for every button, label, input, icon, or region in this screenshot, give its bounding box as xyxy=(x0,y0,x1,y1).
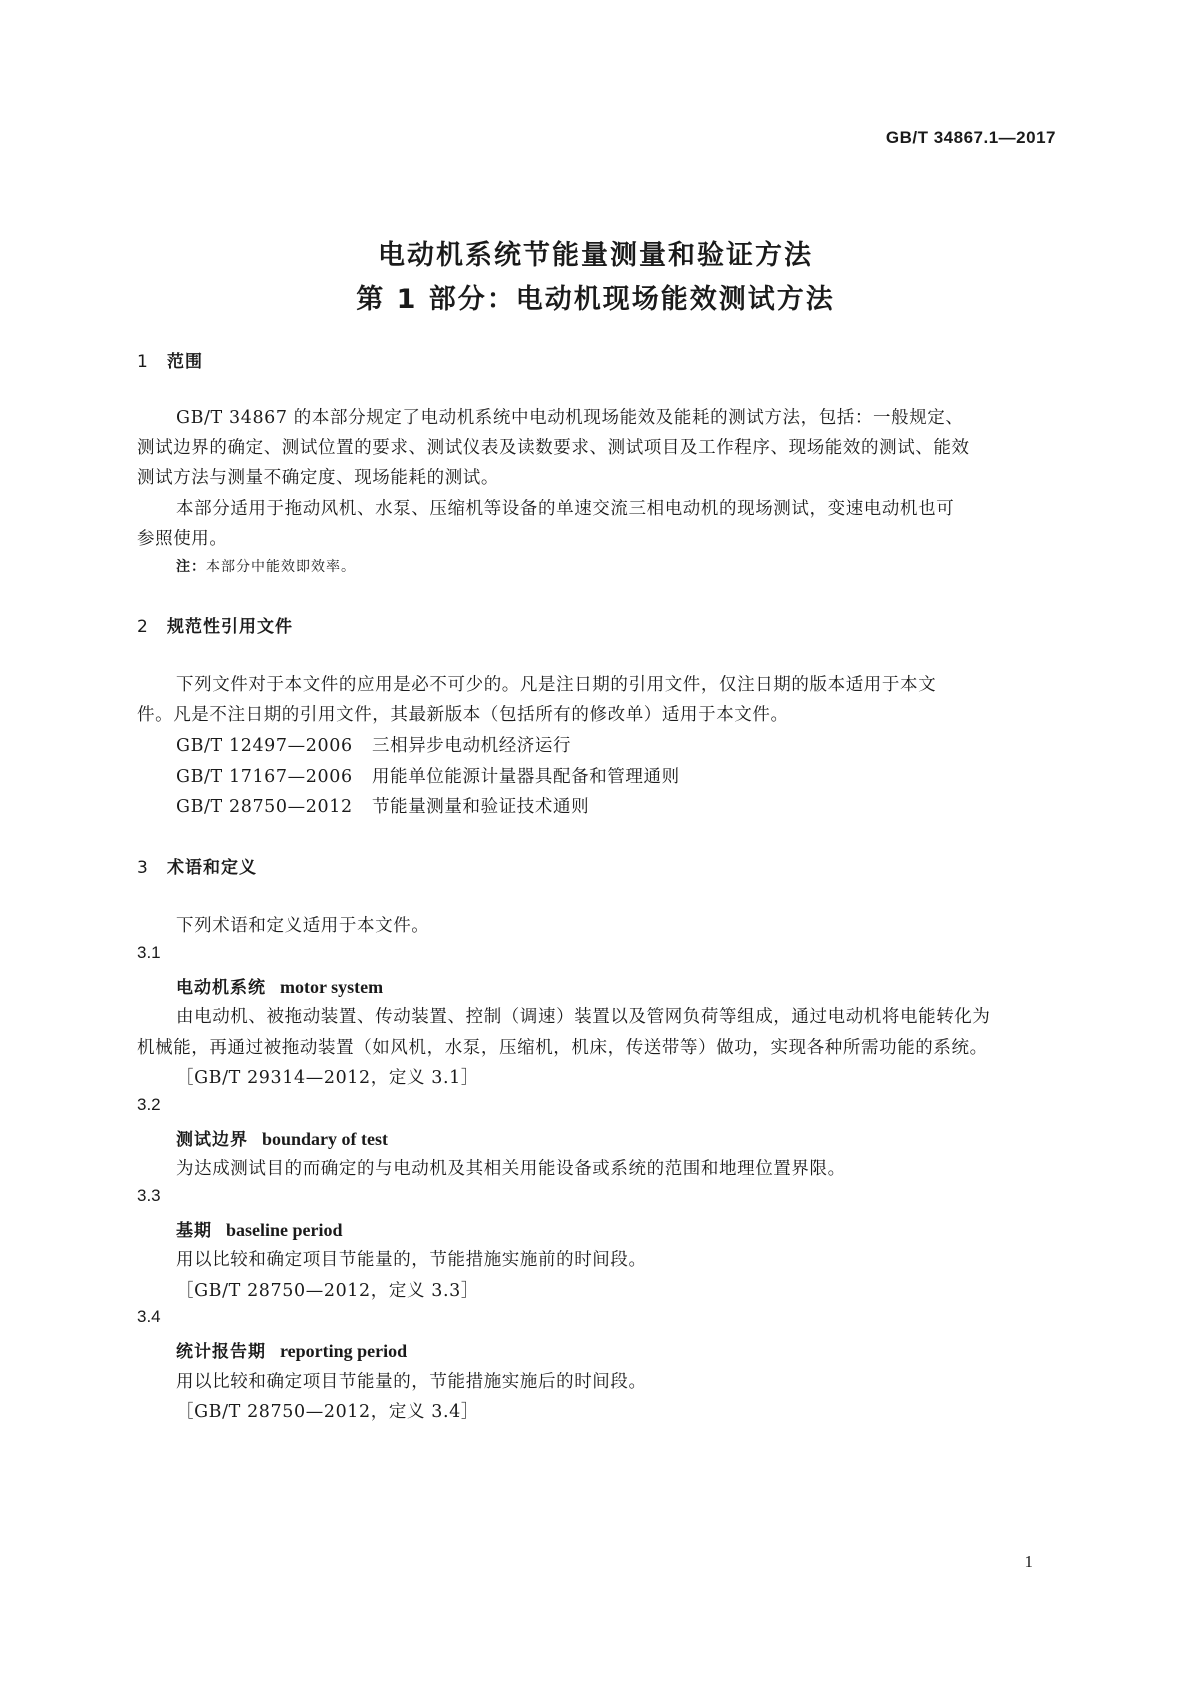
section-title: 范围 xyxy=(167,352,203,372)
section-title: 术语和定义 xyxy=(167,858,257,878)
note-label: 注： xyxy=(176,559,206,575)
reference-entry xyxy=(176,732,571,757)
term-heading xyxy=(176,1337,407,1362)
reference-code: GB/T 28750—2012 xyxy=(176,797,353,817)
clause-number: 3.2 xyxy=(137,1095,161,1114)
term-english: motor system xyxy=(280,977,384,997)
term-chinese: 电动机系统 xyxy=(176,978,266,998)
paragraph-line: GB/T 34867 的本部分规定了电动机系统中电动机现场能效及能耗的测试方法，包括：一般规定、 xyxy=(176,408,964,428)
reference-title: 节能量测量和验证技术通则 xyxy=(372,797,590,817)
term-heading xyxy=(176,1125,388,1150)
term-english: boundary of test xyxy=(262,1129,389,1149)
section-title: 规范性引用文件 xyxy=(167,617,293,637)
term-source: ［GB/T 28750—2012，定义 3.4］ xyxy=(176,1402,479,1422)
term-english: reporting period xyxy=(280,1341,408,1361)
term-english: baseline period xyxy=(226,1220,343,1240)
note-text: 本部分中能效即效率。 xyxy=(206,559,356,575)
term-chinese: 统计报告期 xyxy=(176,1342,266,1362)
term-heading xyxy=(176,973,383,998)
standard-number: GB/T 34867.1—2017 xyxy=(885,128,1056,147)
section-3-heading xyxy=(137,853,257,878)
term-source: ［GB/T 29314—2012，定义 3.1］ xyxy=(176,1068,479,1088)
section-1-heading xyxy=(137,347,203,372)
term-chinese: 测试边界 xyxy=(176,1130,248,1150)
paragraph-line: 测试方法与测量不确定度、现场能耗的测试。 xyxy=(137,468,499,488)
section-number: 1 xyxy=(137,352,149,372)
term-chinese: 基期 xyxy=(176,1221,212,1241)
term-source: ［GB/T 28750—2012，定义 3.3］ xyxy=(176,1281,479,1301)
paragraph-line: 下列文件对于本文件的应用是必不可少的。凡是注日期的引用文件，仅注日期的版本适用于本文 xyxy=(176,675,937,695)
paragraph-line: 参照使用。 xyxy=(137,529,228,549)
reference-entry xyxy=(176,763,680,788)
reference-code: GB/T 12497—2006 xyxy=(176,736,353,756)
clause-number: 3.1 xyxy=(137,943,161,962)
reference-title: 用能单位能源计量器具配备和管理通则 xyxy=(372,767,680,787)
paragraph-line: 测试边界的确定、测试位置的要求、测试仪表及读数要求、测试项目及工作程序、现场能效的测试、能效 xyxy=(137,438,970,458)
definition-line: 机械能，再通过被拖动装置（如风机，水泵，压缩机，机床，传送带等）做功，实现各种所需功能的系统。 xyxy=(137,1038,988,1058)
definition-line: 用以比较和确定项目节能量的，节能措施实施前的时间段。 xyxy=(176,1250,647,1270)
clause-number: 3.4 xyxy=(137,1307,161,1326)
section-number: 3 xyxy=(137,858,149,878)
section-2-heading xyxy=(137,612,293,637)
page-number: 1 xyxy=(1024,1552,1033,1571)
note xyxy=(176,556,356,576)
reference-code: GB/T 17167—2006 xyxy=(176,767,353,787)
paragraph-line: 本部分适用于拖动风机、水泵、压缩机等设备的单速交流三相电动机的现场测试，变速电动机也可 xyxy=(176,499,955,519)
definition-line: 用以比较和确定项目节能量的，节能措施实施后的时间段。 xyxy=(176,1372,647,1392)
paragraph-line: 件。凡是不注日期的引用文件，其最新版本（包括所有的修改单）适用于本文件。 xyxy=(137,705,789,725)
document-title-line1: 电动机系统节能量测量和验证方法 xyxy=(378,240,813,271)
reference-entry xyxy=(176,793,589,818)
definition-line: 为达成测试目的而确定的与电动机及其相关用能设备或系统的范围和地理位置界限。 xyxy=(176,1159,846,1179)
definition-line: 由电动机、被拖动装置、传动装置、控制（调速）装置以及管网负荷等组成，通过电动机将电能转化为 xyxy=(176,1007,991,1027)
document-title-line2: 第 1 部分：电动机现场能效测试方法 xyxy=(356,284,835,315)
clause-number: 3.3 xyxy=(137,1186,161,1205)
term-heading xyxy=(176,1216,343,1241)
reference-title: 三相异步电动机经济运行 xyxy=(372,736,572,756)
paragraph-line: 下列术语和定义适用于本文件。 xyxy=(176,916,430,936)
section-number: 2 xyxy=(137,617,149,637)
